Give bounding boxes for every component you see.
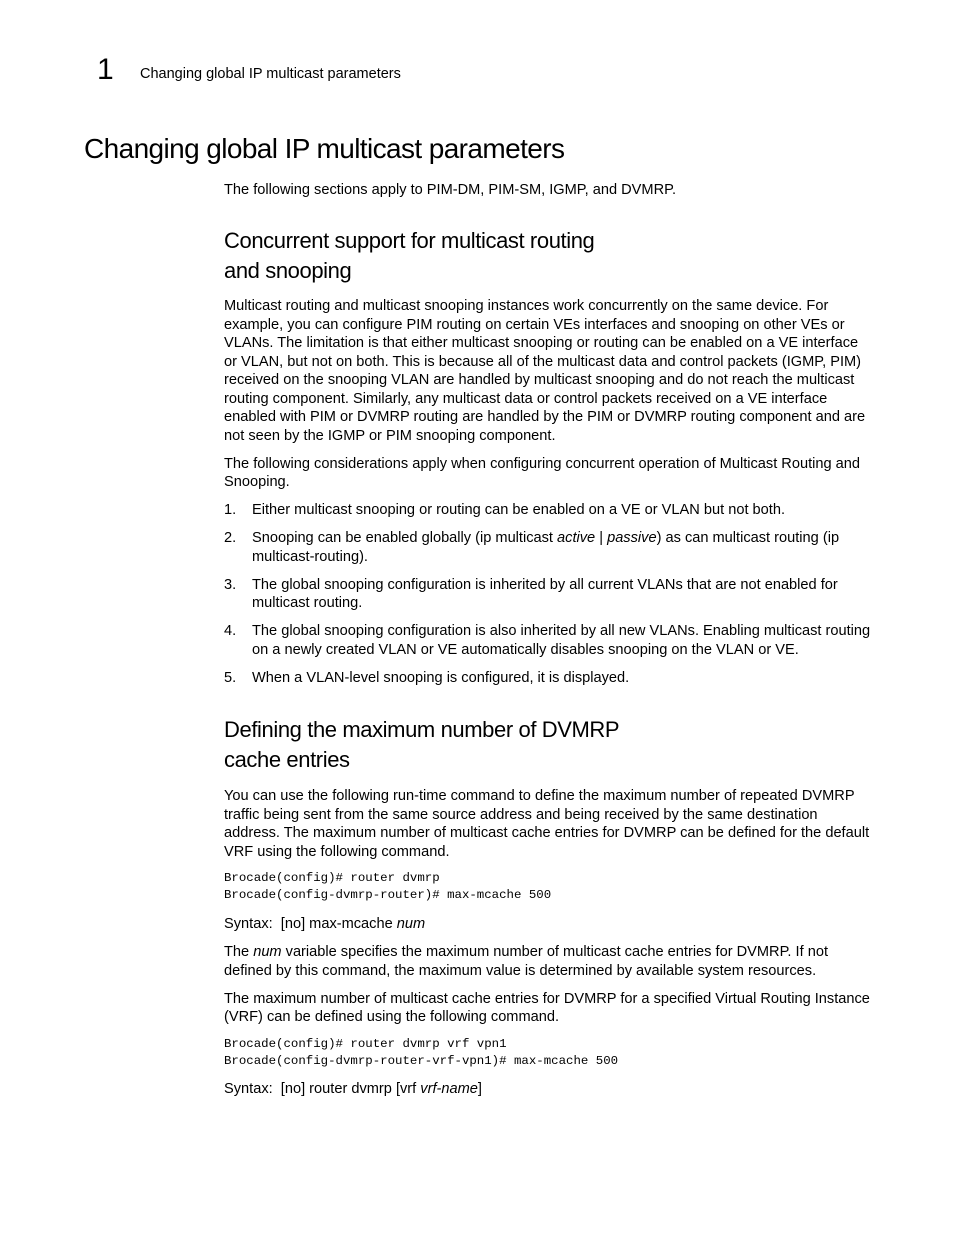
list-item [224, 622, 874, 659]
command-variable: passive [607, 530, 657, 546]
section-dvmrp-cache-body [224, 787, 874, 861]
heading-line: Concurrent support for multicast routing [224, 228, 595, 253]
list-text: | [595, 530, 608, 546]
body-text: The [224, 944, 254, 960]
num-variable-description [224, 943, 874, 1027]
section-heading-concurrent-support [224, 226, 644, 285]
code-example-default-vrf [224, 870, 551, 904]
syntax-variable: vrf-name [420, 1081, 478, 1097]
list-text: ). [359, 548, 368, 565]
list-number: 5. [224, 669, 237, 686]
command-keyword: ip multicast-routing [252, 530, 840, 565]
body-paragraph: You can use the following run-time command to define the maximum number of repeated DVMRP traffic being sent from the same source address and being received by the same destination address. The maximum number of multicast cache entries for DVMRP can be defined for the default VRF using the following command. [224, 788, 870, 860]
page-title: Changing global IP multicast parameters [84, 133, 565, 164]
code-line: Brocade(config)# router dvmrp vrf vpn1 [224, 1037, 507, 1051]
command-keyword: ip multicast [480, 530, 558, 546]
syntax-variable: num [396, 916, 426, 932]
list-text: The global snooping configuration is also inherited by all new VLANs. Enabling multicast routing on a newly created VLAN or VE automatically disables snooping on the VLAN or VE. [252, 623, 871, 658]
syntax-command: [no] max-mcache [280, 916, 397, 932]
list-text: ) as can multicast routing ( [656, 530, 828, 546]
heading-line: cache entries [224, 746, 350, 772]
list-number: 4. [224, 623, 237, 639]
body-paragraph: The maximum number of multicast cache entries for DVMRP for a specified Virtual Routing Instance (VRF) can be defined using the following command. [224, 990, 870, 1025]
list-number: 3. [224, 576, 237, 593]
list-text: Either multicast snooping or routing can be enabled on a VE or VLAN but not both. [252, 502, 786, 518]
body-paragraph: Multicast routing and multicast snooping instances work concurrently on the same device. For example, you can configure PIM routing on certain VEs interfaces and snooping on other VEs or VLANs. The limitation is that either multicast snooping or routing can be enabled on a VE interface or VLAN, but not on both. This is because all of the multicast data and control packets (IGMP, PIM) received on the snooping VLAN are handled by multicast snooping and do not reach the multicast routing component. Similarly, any multicast data or control packets received on a VE interface enabled with PIM or DVMRP routing are handled by the PIM or DVMRP routing component and are not seen by the IGMP or PIM snooping component. [224, 298, 866, 444]
syntax-label: Syntax: [224, 916, 273, 932]
list-item [224, 576, 874, 613]
intro-paragraph [224, 181, 874, 200]
code-line: Brocade(config-dvmrp-router-vrf-vpn1)# max-mcache 500 [224, 1054, 619, 1068]
command-variable: active [557, 530, 596, 546]
section-concurrent-support-body [224, 297, 874, 697]
code-line: Brocade(config-dvmrp-router)# max-mcache 500 [224, 888, 552, 902]
list-item [224, 529, 874, 566]
syntax-router-dvmrp-vrf [224, 1080, 482, 1099]
code-example-vrf [224, 1036, 618, 1070]
list-text: When a VLAN-level snooping is configured, it is displayed. [252, 669, 630, 686]
intro-text: The following sections apply to PIM-DM, PIM-SM, IGMP, and DVMRP. [224, 182, 677, 198]
list-item [224, 501, 874, 520]
heading-line: Defining the maximum number of DVMRP [224, 717, 620, 742]
syntax-command: ] [477, 1081, 482, 1097]
heading-line: and snooping [224, 257, 352, 283]
list-item [224, 669, 874, 688]
running-header: Changing global IP multicast parameters [140, 66, 401, 82]
body-text: variable specifies the maximum number of multicast cache entries for DVMRP. If not defined by this command, the maximum value is determined by available system resources. [224, 944, 828, 979]
body-paragraph: The following considerations apply when configuring concurrent operation of Multicast Routing and Snooping. [224, 455, 861, 490]
code-line: Brocade(config)# router dvmrp [224, 871, 440, 885]
chapter-number: 1 [97, 53, 114, 86]
syntax-command: [no] router dvmrp [vrf [280, 1081, 421, 1097]
considerations-list [224, 501, 874, 687]
syntax-label: Syntax: [224, 1081, 273, 1097]
list-number: 2. [224, 530, 237, 546]
list-text: Snooping can be enabled globally ( [252, 530, 480, 546]
list-text: The global snooping configuration is inherited by all current VLANs that are not enabled for multicast routing. [252, 576, 838, 611]
section-heading-dvmrp-cache [224, 715, 644, 774]
inline-variable: num [253, 944, 282, 960]
syntax-max-mcache [224, 915, 425, 934]
list-number: 1. [224, 502, 237, 518]
